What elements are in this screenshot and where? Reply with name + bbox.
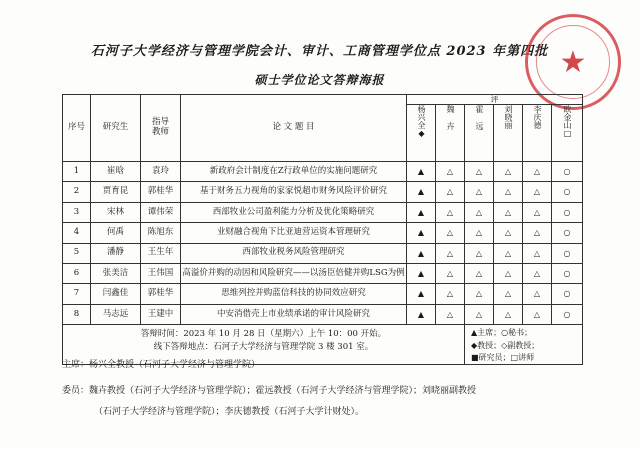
reviewer-role-mark: △ xyxy=(494,243,523,263)
reviewer-role-mark: ○ xyxy=(552,162,583,182)
reviewer-name: 欧金山□ xyxy=(562,105,572,138)
defense-schedule-table xyxy=(62,94,583,365)
thesis-topic: 西部牧业公司盈利能力分析及优化策略研究 xyxy=(181,202,407,222)
advisor-name: 郭桂华 xyxy=(141,284,181,304)
thesis-topic: 思维列控并购蓝信科技的协同效应研究 xyxy=(181,284,407,304)
advisor-name: 王伟国 xyxy=(141,263,181,283)
table-row xyxy=(63,202,583,222)
reviewer-role-mark: △ xyxy=(465,263,494,283)
seal-star-icon: ★ xyxy=(559,44,587,80)
reviewer-role-mark: △ xyxy=(465,162,494,182)
reviewer-role-mark: △ xyxy=(465,243,494,263)
reviewer-role-mark: △ xyxy=(523,182,552,202)
reviewer-name: 魏 卉 xyxy=(446,105,455,130)
committee-members-line1: 委员：魏卉教授（石河子大学经济与管理学院）；霍远教授（石河子大学经济与管理学院）；刘晓丽副教授 xyxy=(62,386,477,396)
reviewer-name: 杨兴全◆ xyxy=(417,105,426,138)
reviewer-role-mark: ○ xyxy=(552,243,583,263)
table-row xyxy=(63,284,583,304)
thesis-topic: 中安消借壳上市业绩承诺的审计风险研究 xyxy=(181,304,407,324)
advisor-name: 谭伟荣 xyxy=(141,202,181,222)
reviewer-role-mark: ▲ xyxy=(407,202,436,222)
reviewer-role-mark: △ xyxy=(494,304,523,324)
role-legend xyxy=(465,325,583,365)
reviewer-role-mark: △ xyxy=(523,243,552,263)
table-row xyxy=(63,304,583,324)
reviewer-role-mark: ▲ xyxy=(407,284,436,304)
reviewer-role-mark: △ xyxy=(494,162,523,182)
header-advisor: 指导教师 xyxy=(141,95,181,162)
reviewer-role-mark: △ xyxy=(465,182,494,202)
student-name: 张美洁 xyxy=(91,263,141,283)
advisor-name: 袁玲 xyxy=(141,162,181,182)
table-body xyxy=(63,162,583,325)
reviewer-role-mark: △ xyxy=(523,223,552,243)
reviewer-role-mark: ▲ xyxy=(407,243,436,263)
reviewer-name: 霍 远 xyxy=(475,105,484,130)
student-name: 贾育昆 xyxy=(91,182,141,202)
reviewer-role-mark: △ xyxy=(494,223,523,243)
row-index: 8 xyxy=(63,304,91,324)
reviewer-role-mark: △ xyxy=(494,263,523,283)
header-reviewers xyxy=(407,95,583,162)
row-index: 4 xyxy=(63,223,91,243)
reviewer-role-mark: ○ xyxy=(552,223,583,243)
reviewer-role-mark: ○ xyxy=(552,304,583,324)
document-subtitle: 硕士学位论文答辩海报 xyxy=(254,73,385,87)
reviewer-role-mark: △ xyxy=(494,182,523,202)
table-row xyxy=(63,162,583,182)
committee-chair: 主席：杨兴全教授（石河子大学经济与管理学院） xyxy=(62,360,261,370)
reviewer-role-mark: △ xyxy=(465,284,494,304)
header-student: 研究生 xyxy=(91,95,141,162)
reviewer-role-mark: △ xyxy=(436,304,465,324)
table-row xyxy=(63,243,583,263)
header-reviewers-label: 评 xyxy=(407,95,582,105)
reviewer-role-mark: △ xyxy=(494,202,523,222)
row-index: 3 xyxy=(63,202,91,222)
student-name: 马志远 xyxy=(91,304,141,324)
reviewer-role-mark: △ xyxy=(523,304,552,324)
student-name: 何禹 xyxy=(91,223,141,243)
reviewer-role-mark: △ xyxy=(436,182,465,202)
thesis-topic: 业财融合视角下比亚迪营运资本管理研究 xyxy=(181,223,407,243)
reviewer-role-mark: ○ xyxy=(552,284,583,304)
reviewer-role-mark: △ xyxy=(436,284,465,304)
reviewer-name: 李庆德 xyxy=(533,105,542,129)
reviewer-role-mark: △ xyxy=(436,202,465,222)
row-index: 5 xyxy=(63,243,91,263)
reviewer-role-mark: ▲ xyxy=(407,182,436,202)
legend-line: ▲主席；○秘书； xyxy=(471,328,533,338)
reviewer-role-mark: △ xyxy=(523,162,552,182)
student-name: 潘静 xyxy=(91,243,141,263)
reviewer-role-mark: ○ xyxy=(552,202,583,222)
committee-members-line2: （石河子大学经济与管理学院）；李庆德教授（石河子大学计财处）。 xyxy=(94,407,365,417)
reviewer-role-mark: △ xyxy=(436,243,465,263)
header-topic: 论 文 题 目 xyxy=(181,95,407,162)
row-index: 1 xyxy=(63,162,91,182)
reviewer-role-mark: △ xyxy=(465,304,494,324)
legend-line: ◆教授；◇副教授； xyxy=(471,340,540,350)
reviewer-role-mark: ▲ xyxy=(407,162,436,182)
thesis-topic: 新政府会计制度在Z行政单位的实施问题研究 xyxy=(181,162,407,182)
legend-line: ■研究员；□讲师 xyxy=(471,352,535,362)
student-name: 闫鑫佳 xyxy=(91,284,141,304)
student-name: 宋林 xyxy=(91,202,141,222)
row-index: 7 xyxy=(63,284,91,304)
row-index: 2 xyxy=(63,182,91,202)
thesis-topic: 基于财务五力视角的家家悦超市财务风险评价研究 xyxy=(181,182,407,202)
advisor-name: 陈旭东 xyxy=(141,223,181,243)
reviewer-role-mark: △ xyxy=(465,223,494,243)
table-header-row xyxy=(63,95,583,162)
header-index: 序号 xyxy=(63,95,91,162)
reviewer-role-mark: ▲ xyxy=(407,263,436,283)
defense-location: 线下答辩地点：石河子大学经济与管理学院 3 楼 301 室。 xyxy=(153,342,374,353)
reviewer-role-mark: △ xyxy=(465,202,494,222)
reviewer-role-mark: △ xyxy=(523,202,552,222)
table-row xyxy=(63,263,583,283)
reviewer-role-mark: ○ xyxy=(552,182,583,202)
reviewer-role-mark: ▲ xyxy=(407,304,436,324)
thesis-topic: 高溢价并购的动因和风险研究——以汤臣倍健并购LSG为例 xyxy=(181,263,407,283)
thesis-topic: 西部牧业税务风险管理研究 xyxy=(181,243,407,263)
reviewer-role-mark: ○ xyxy=(552,263,583,283)
advisor-name: 郭桂华 xyxy=(141,182,181,202)
reviewer-role-mark: △ xyxy=(436,162,465,182)
reviewer-role-mark: △ xyxy=(523,263,552,283)
table-row xyxy=(63,223,583,243)
reviewer-role-mark: △ xyxy=(436,263,465,283)
reviewer-role-mark: △ xyxy=(494,284,523,304)
reviewer-role-mark: ▲ xyxy=(407,223,436,243)
document-title: 石河子大学经济与管理学院会计、审计、工商管理学位点 2023 年第四批 xyxy=(90,44,549,59)
row-index: 6 xyxy=(63,263,91,283)
reviewer-role-mark: △ xyxy=(436,223,465,243)
table-row xyxy=(63,182,583,202)
reviewer-role-mark: △ xyxy=(523,284,552,304)
student-name: 崔晗 xyxy=(91,162,141,182)
advisor-name: 王建中 xyxy=(141,304,181,324)
advisor-name: 王生年 xyxy=(141,243,181,263)
defense-time: 答辩时间：2023 年 10 月 28 日（星期六）上午 10：00 开始。 xyxy=(140,329,387,340)
reviewer-name: 刘晓丽 xyxy=(504,105,513,129)
